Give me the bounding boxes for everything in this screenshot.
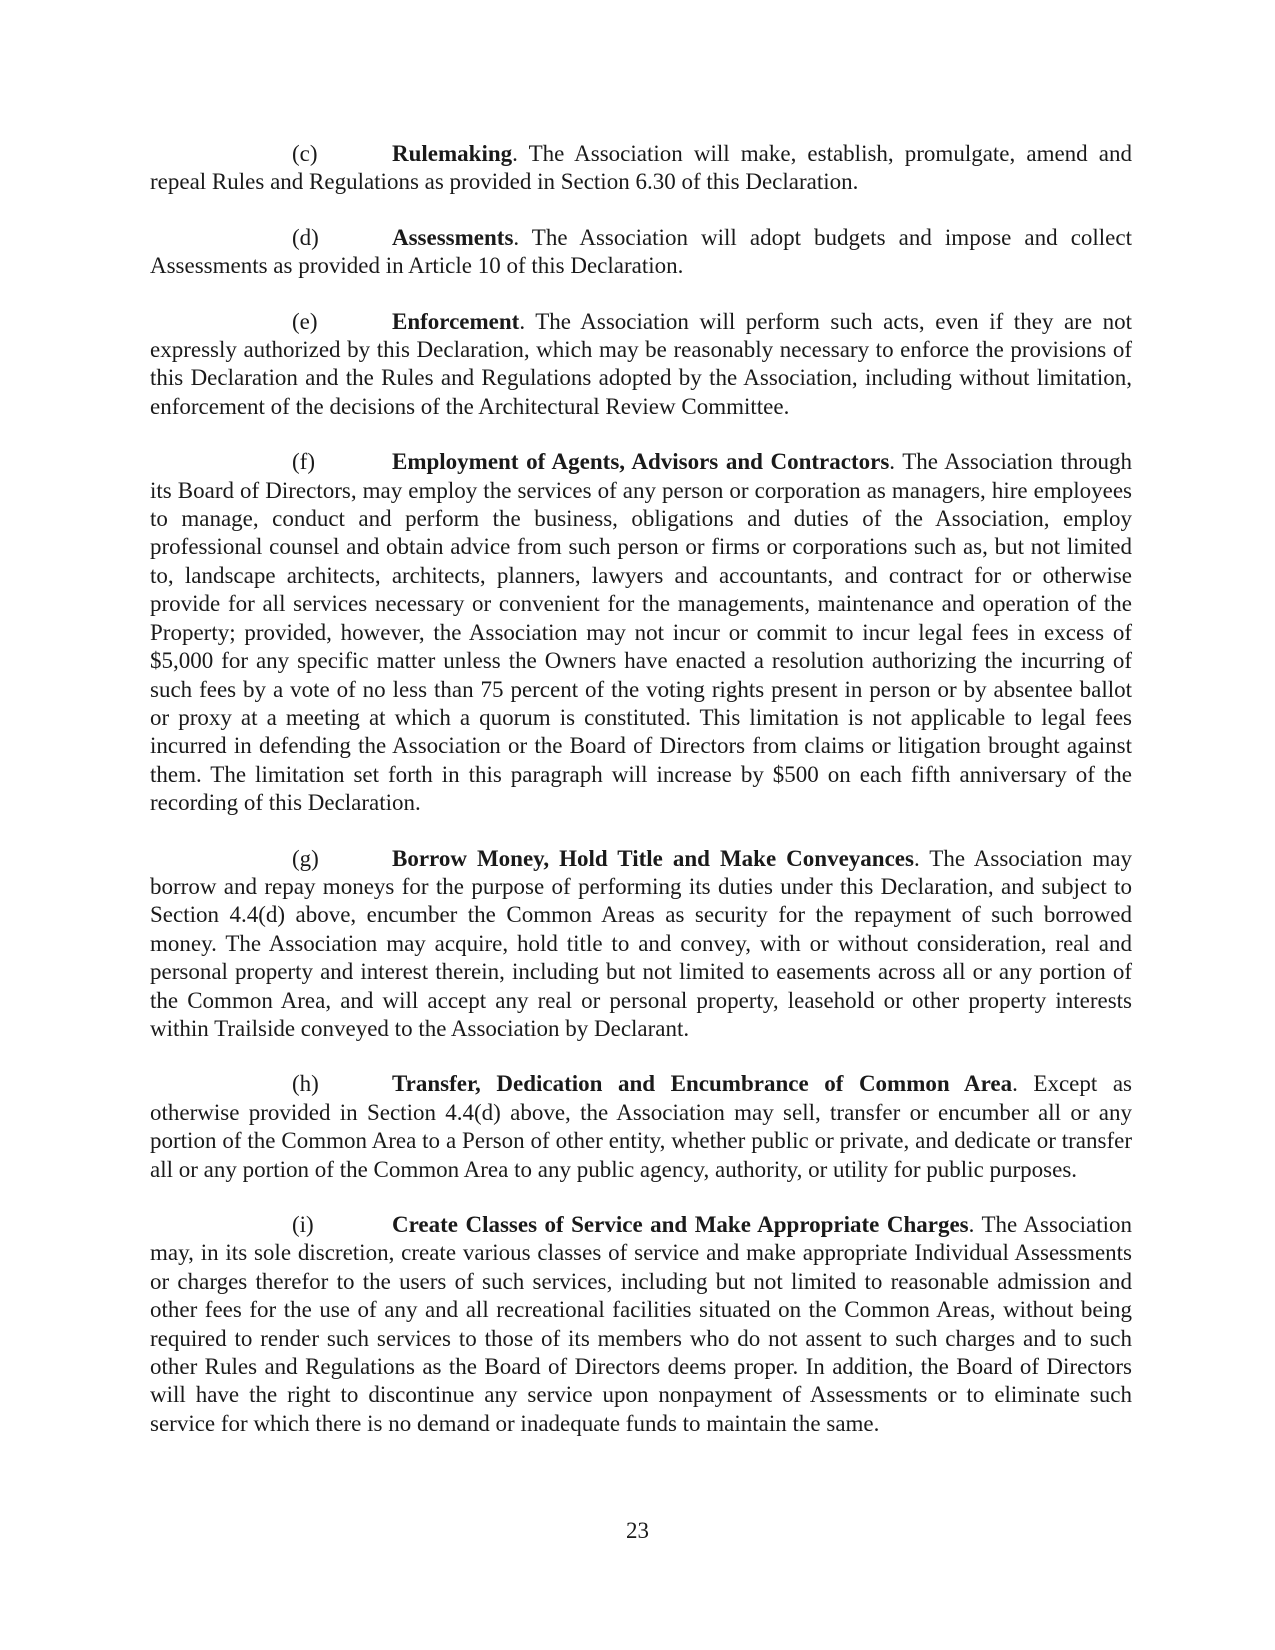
section-letter: (f) <box>292 449 315 475</box>
section-body: . The Association will adopt budgets and impose and collect Assessments as provided in Article 10 of this Declaration. <box>150 224 1132 279</box>
section-f <box>150 448 1132 817</box>
section-letter: (c) <box>292 141 318 166</box>
section-body: . Except as otherwise provided in Section 4.4(d) above, the Association may sell, transfer or encumber all or any portion of the Common Area to a Person of other entity, whether public or private, and dedicate or transfer all or any portion of the Common Area to any public agency, authority, or utility for public purposes. <box>150 1071 1133 1182</box>
section-h <box>150 1070 1132 1184</box>
section-letter: (g) <box>292 845 319 871</box>
section-heading: Enforcement <box>392 308 520 334</box>
section-heading: Employment of Agents, Advisors and Contractors <box>392 449 890 475</box>
section-heading: Rulemaking <box>392 141 513 166</box>
section-heading: Create Classes of Service and Make Appropriate Charges <box>392 1212 969 1237</box>
section-body: . The Association will make, establish, promulgate, amend and repeal Rules and Regulations as provided in Section 6.30 of this Declaration. <box>150 141 1132 195</box>
section-letter: (d) <box>292 224 319 250</box>
section-g <box>150 845 1132 1044</box>
section-i <box>150 1211 1132 1438</box>
section-body: . The Association through its Board of Directors, may employ the services of any person or corporation as managers, hire employees to manage, conduct and perform the business, obligations and duties of the Association, employ professional counsel and obtain advice from such person or firms or corporations such as, but not limited to, landscape architects, architects, planners, lawyers and accountants, and contract for or otherwise provide for all services necessary or convenient for the managements, maintenance and operation of the Property; provided, however, the Association may not incur or commit to incur legal fees in excess of $5,000 for any specific matter unless the Owners have enacted a resolution authorizing the incurring of such fees by a vote of no less than 75 percent of the voting rights present in person or by absentee ballot or proxy at a meeting at which a quorum is constituted. This limitation is not applicable to legal fees incurred in defending the Association or the Board of Directors from claims or litigation brought against them. The limitation set forth in this paragraph will increase by $500 on each fifth anniversary of the recording of this Declaration. <box>150 449 1132 816</box>
section-e <box>150 308 1132 422</box>
section-heading: Transfer, Dedication and Encumbrance of Common Area <box>392 1071 1013 1097</box>
section-heading: Assessments <box>392 224 514 250</box>
section-c <box>150 140 1132 197</box>
section-body: . The Association may, in its sole discretion, create various classes of service and make appropriate Individual Assessments or charges therefor to the users of such services, including but not limited to reasonable admission and other fees for the use of any and all recreational facilities situated on the Common Areas, without being required to render such services to those of its members who do not assent to such charges and to such other Rules and Regulations as the Board of Directors deems proper. In addition, the Board of Directors will have the right to discontinue any service upon nonpayment of Assessments or to eliminate such service for which there is no demand or inadequate funds to maintain the same. <box>150 1212 1133 1436</box>
section-letter: (i) <box>292 1212 314 1237</box>
section-letter: (h) <box>292 1071 319 1097</box>
page-number: 23 <box>626 1518 649 1543</box>
section-body: . The Association may borrow and repay moneys for the purpose of performing its duties under this Declaration, and subject to Section 4.4(d) above, encumber the Common Areas as security for the repayment of such borrowed money. The Association may acquire, hold title to and convey, with or without consideration, real and personal property and interest therein, including but not limited to easements across all or any portion of the Common Area, and will accept any real or personal property, leasehold or other property interests within Trailside conveyed to the Association by Declarant. <box>150 845 1132 1041</box>
section-body: . The Association will perform such acts, even if they are not expressly authorized by this Declaration, which may be reasonably necessary to enforce the provisions of this Declaration and the Rules and Regulations adopted by the Association, including without limitation, enforcement of the decisions of the Architectural Review Committee. <box>150 308 1132 419</box>
document-page <box>150 140 1132 1465</box>
section-letter: (e) <box>292 308 318 334</box>
section-heading: Borrow Money, Hold Title and Make Conveyances <box>392 845 914 871</box>
section-d <box>150 224 1132 281</box>
